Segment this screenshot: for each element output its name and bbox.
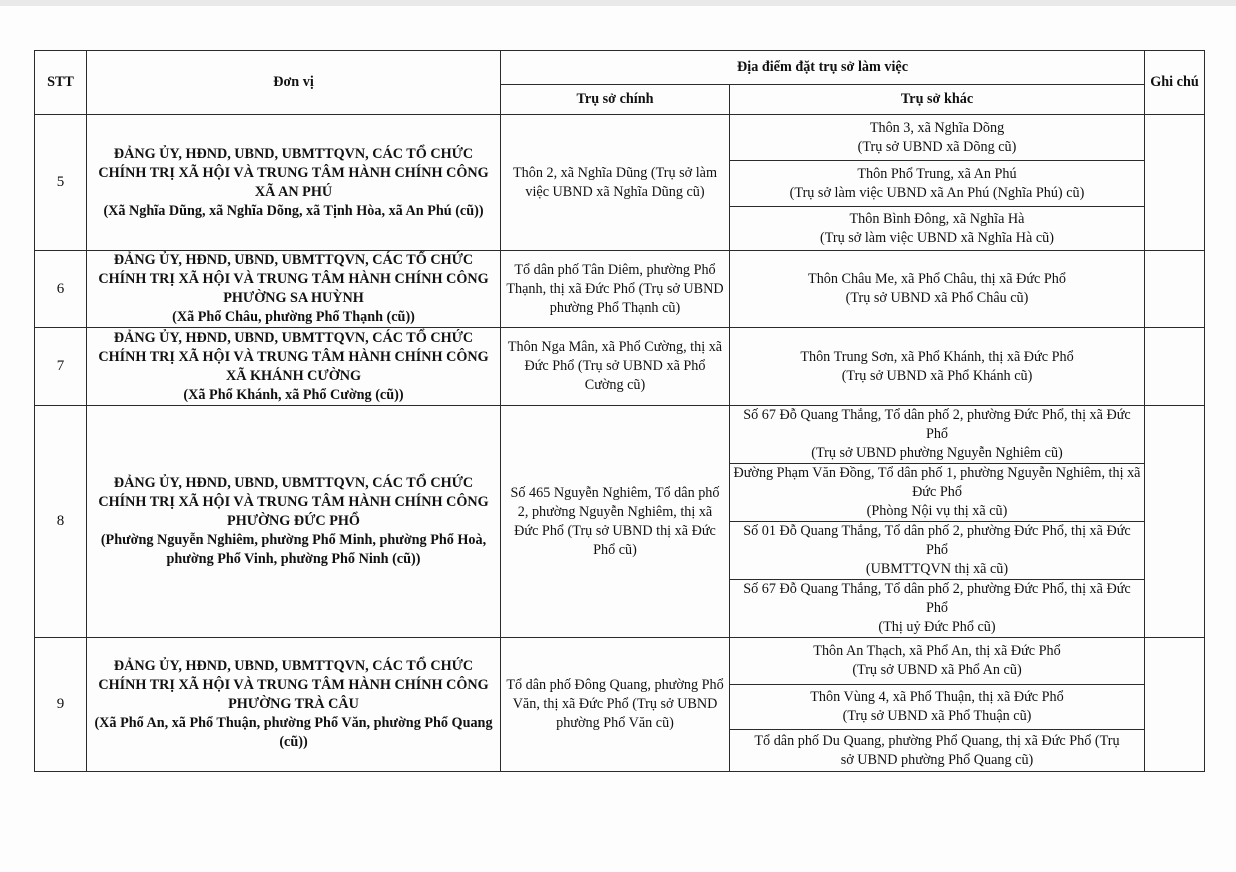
other-office-address: Thôn Trung Sơn, xã Phổ Khánh, thị xã Đức Phổ (800, 348, 1074, 365)
table-row (35, 406, 1205, 464)
unit-name: ĐẢNG ỦY, HĐND, UBND, UBMTTQVN, CÁC TỔ CHỨC CHÍNH TRỊ XÃ HỘI VÀ TRUNG TÂM HÀNH CHÍNH CÔNG XÃ KHÁNH CƯỜNG (98, 329, 489, 384)
other-office-address: Thôn 3, xã Nghĩa Dõng (869, 119, 1005, 136)
main-office-cell: Tổ dân phố Tân Diêm, phường Phổ Thạnh, thị xã Đức Phổ (Trụ sở UBND phường Phổ Thạnh cũ) (501, 251, 730, 328)
other-office-address: Thôn Châu Me, xã Phổ Châu, thị xã Đức Phổ (808, 271, 1066, 287)
other-office-address: Thôn Bình Đông, xã Nghĩa Hà (849, 210, 1025, 227)
note-cell (1145, 328, 1205, 406)
stt-cell: 6 (35, 251, 87, 328)
table-row (35, 638, 1205, 685)
header-unit: Đơn vị (87, 51, 501, 115)
main-office-cell: Tổ dân phố Đông Quang, phường Phổ Văn, thị xã Đức Phổ (Trụ sở UBND phường Phổ Văn cũ) (501, 638, 730, 772)
stt-cell: 9 (35, 638, 87, 772)
note-cell (1145, 638, 1205, 772)
other-office-former: (Trụ sở UBND xã Dõng cũ) (857, 138, 1017, 155)
other-office-cell (730, 406, 1145, 464)
other-office-address: Số 01 Đỗ Quang Thắng, Tổ dân phố 2, phường Đức Phổ, thị xã Đức Phổ (743, 523, 1131, 558)
other-office-former: (UBMTTQVN thị xã cũ) (865, 561, 1009, 577)
table-row (35, 115, 1205, 161)
other-office-address: Thôn An Thạch, xã Phổ An, thị xã Đức Phổ (813, 643, 1061, 659)
other-office-cell (730, 464, 1145, 522)
stt-cell: 8 (35, 406, 87, 638)
unit-former: (Xã Phổ Châu, phường Phổ Thạnh (cũ)) (172, 309, 415, 325)
other-office-former: (Trụ sở UBND xã Phổ Khánh cũ) (841, 367, 1033, 384)
office-location-table (34, 50, 1205, 772)
other-office-address: Thôn Vùng 4, xã Phổ Thuận, thị xã Đức Phổ (810, 689, 1064, 705)
unit-name: ĐẢNG ỦY, HĐND, UBND, UBMTTQVN, CÁC TỔ CHỨC CHÍNH TRỊ XÃ HỘI VÀ TRUNG TÂM HÀNH CHÍNH CÔNG XÃ AN PHÚ (98, 145, 489, 200)
unit-former: (Phường Nguyễn Nghiêm, phường Phổ Minh, phường Phổ Hoà, phường Phổ Vinh, phường Phổ Ninh (cũ)) (100, 532, 487, 567)
other-office-address: Số 67 Đỗ Quang Thắng, Tổ dân phố 2, phường Đức Phổ, thị xã Đức Phổ (743, 407, 1131, 442)
main-office-cell: Thôn Nga Mân, xã Phổ Cường, thị xã Đức Phổ (Trụ sở UBND xã Phổ Cường cũ) (501, 328, 730, 406)
other-office-cell (730, 685, 1145, 730)
note-cell (1145, 115, 1205, 251)
other-office-cell (730, 580, 1145, 638)
header-other-office: Trụ sở khác (730, 85, 1145, 115)
other-office-address: Số 67 Đỗ Quang Thắng, Tổ dân phố 2, phường Đức Phổ, thị xã Đức Phổ (743, 581, 1131, 616)
other-office-former: (Thị uỷ Đức Phổ cũ) (878, 619, 996, 635)
unit-name: ĐẢNG ỦY, HĐND, UBND, UBMTTQVN, CÁC TỔ CHỨC CHÍNH TRỊ XÃ HỘI VÀ TRUNG TÂM HÀNH CHÍNH CÔNG PHƯỜNG SA HUỲNH (98, 252, 489, 306)
stt-cell: 7 (35, 328, 87, 406)
header-stt: STT (35, 51, 87, 115)
other-office-address: Đường Phạm Văn Đồng, Tổ dân phố 1, phường Nguyễn Nghiêm, thị xã Đức Phổ (733, 465, 1141, 500)
header-location: Địa điểm đặt trụ sở làm việc (501, 51, 1145, 85)
top-edge (0, 0, 1236, 6)
other-office-cell (730, 522, 1145, 580)
unit-former: (Xã Phổ Khánh, xã Phổ Cường (cũ)) (183, 386, 404, 403)
other-office-former: (Phòng Nội vụ thị xã cũ) (866, 503, 1008, 519)
table-row (35, 251, 1205, 328)
other-office-cell (730, 730, 1145, 772)
other-office-former: (Trụ sở UBND phường Nguyễn Nghiêm cũ) (811, 445, 1063, 461)
stt-cell: 5 (35, 115, 87, 251)
unit-former: (Xã Nghĩa Dũng, xã Nghĩa Dõng, xã Tịnh Hòa, xã An Phú (cũ)) (103, 202, 484, 219)
unit-cell (87, 406, 501, 638)
other-office-cell (730, 207, 1145, 251)
note-cell (1145, 251, 1205, 328)
other-office-former: (Trụ sở làm việc UBND xã An Phú (Nghĩa Phú) cũ) (789, 184, 1085, 201)
main-office-cell: Thôn 2, xã Nghĩa Dũng (Trụ sở làm việc UBND xã Nghĩa Dũng cũ) (501, 115, 730, 251)
unit-cell (87, 328, 501, 406)
other-office-former: (Trụ sở UBND xã Phổ An cũ) (852, 662, 1022, 678)
other-office-former: (Trụ sở UBND xã Phổ Thuận cũ) (842, 708, 1032, 724)
header-main-office: Trụ sở chính (501, 85, 730, 115)
other-office-cell (730, 328, 1145, 406)
other-office-former: sở UBND phường Phổ Quang cũ) (840, 751, 1034, 768)
table-row (35, 328, 1205, 406)
other-office-cell (730, 115, 1145, 161)
other-office-former: (Trụ sở làm việc UBND xã Nghĩa Hà cũ) (820, 229, 1054, 246)
other-office-address: Tổ dân phố Du Quang, phường Phổ Quang, thị xã Đức Phổ (Trụ (754, 732, 1120, 749)
unit-cell (87, 638, 501, 772)
other-office-cell (730, 161, 1145, 207)
header-note: Ghi chú (1145, 51, 1205, 115)
main-office-cell: Số 465 Nguyễn Nghiêm, Tổ dân phố 2, phường Nguyễn Nghiêm, thị xã Đức Phổ (Trụ sở UBND thị xã Đức Phổ cũ) (501, 406, 730, 638)
unit-cell (87, 115, 501, 251)
unit-name: ĐẢNG ỦY, HĐND, UBND, UBMTTQVN, CÁC TỔ CHỨC CHÍNH TRỊ XÃ HỘI VÀ TRUNG TÂM HÀNH CHÍNH CÔNG PHƯỜNG TRÀ CÂU (98, 658, 489, 712)
unit-former: (Xã Phổ An, xã Phổ Thuận, phường Phổ Văn, phường Phổ Quang (cũ)) (94, 715, 493, 750)
other-office-cell (730, 251, 1145, 328)
other-office-cell (730, 638, 1145, 685)
unit-cell (87, 251, 501, 328)
note-cell (1145, 406, 1205, 638)
unit-name: ĐẢNG ỦY, HĐND, UBND, UBMTTQVN, CÁC TỔ CHỨC CHÍNH TRỊ XÃ HỘI VÀ TRUNG TÂM HÀNH CHÍNH CÔNG PHƯỜNG ĐỨC PHỔ (98, 475, 489, 529)
other-office-former: (Trụ sở UBND xã Phổ Châu cũ) (845, 290, 1029, 306)
other-office-address: Thôn Phổ Trung, xã An Phú (857, 165, 1017, 182)
